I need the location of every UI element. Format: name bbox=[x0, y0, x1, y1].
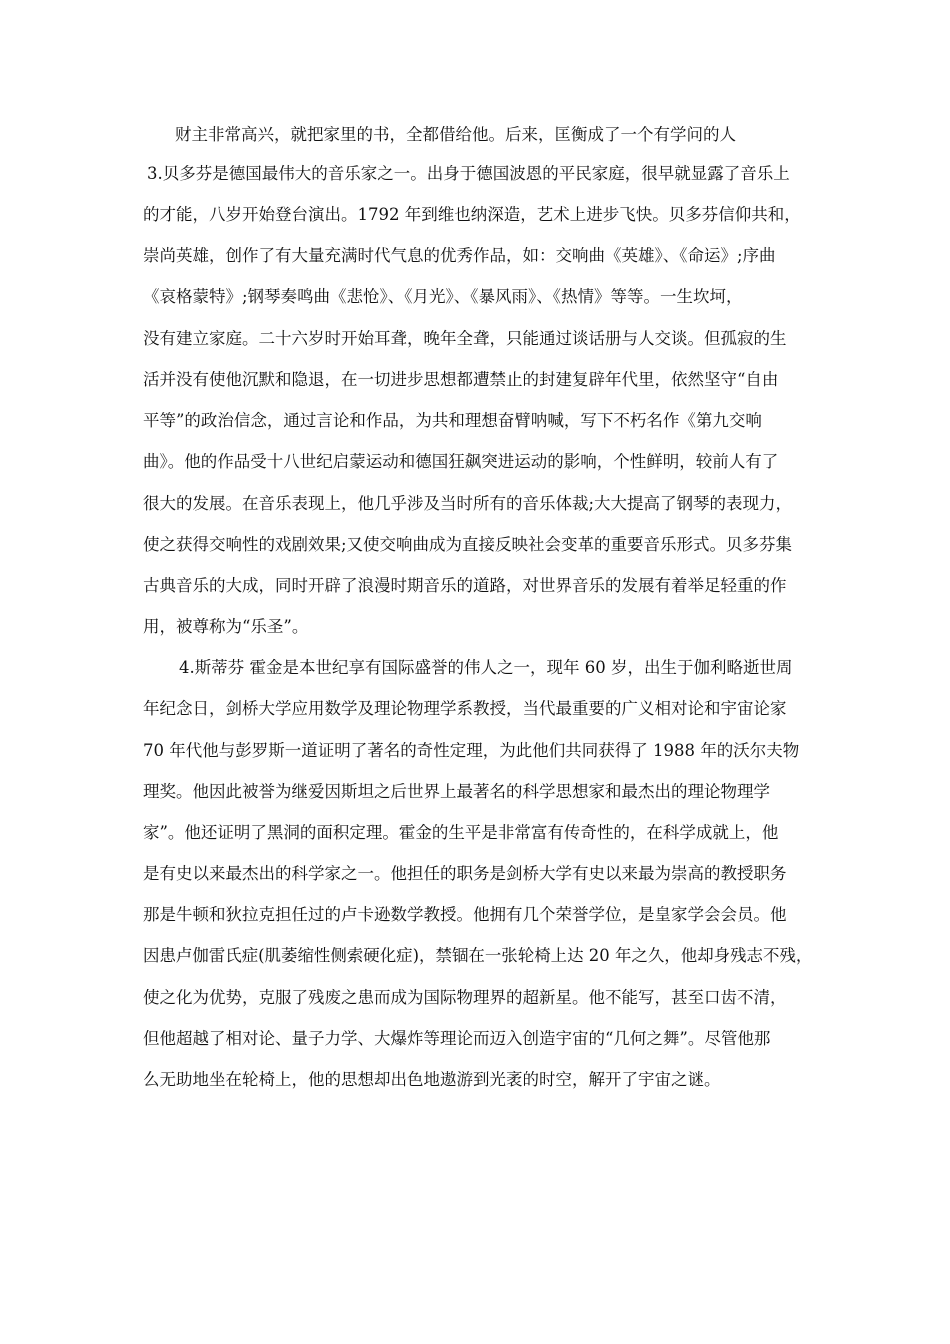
text-line-24: 么无助地坐在轮椅上，他的思想却出色地遨游到光袤的时空，解开了宇宙之谜。 bbox=[143, 1070, 721, 1089]
text-line-10: 很大的发展。在音乐表现上，他几乎涉及当时所有的音乐体裁;大大提高了钢琴的表现力， bbox=[143, 494, 793, 513]
text-line-16: 70 年代他与彭罗斯一道证明了著名的奇性定理，为此他们共同获得了 1988 年的沃尔夫物 bbox=[143, 741, 800, 760]
text-line-11: 使之获得交响性的戏剧效果;又使交响曲成为直接反映社会变革的重要音乐形式。贝多芬集 bbox=[143, 535, 793, 554]
text-line-5: 《哀格蒙特》;钢琴奏鸣曲《悲怆》、《月光》、《暴风雨》、《热情》等等。一生坎坷， bbox=[143, 287, 743, 306]
text-line-17: 理奖。他因此被誉为继爱因斯坦之后世界上最著名的科学思想家和最杰出的理论物理学 bbox=[143, 782, 770, 801]
text-line-15: 年纪念日，剑桥大学应用数学及理论物理学系教授，当代最重要的广义相对论和宇宙论家 bbox=[143, 699, 787, 718]
text-line-22: 使之化为优势，克服了残废之患而成为国际物理界的超新星。他不能写，甚至口齿不清， bbox=[143, 988, 787, 1007]
text-line-8: 平等”的政治信念，通过言论和作品，为共和理想奋臂呐喊，写下不朽名作《第九交响 bbox=[143, 411, 762, 430]
text-line-1: 财主非常高兴，就把家里的书，全都借给他。后来，匡衡成了一个有学问的人 bbox=[175, 125, 736, 144]
text-line-3: 的才能，八岁开始登台演出。1792 年到维也纳深造，艺术上进步飞快。贝多芬信仰共和， bbox=[143, 205, 801, 224]
text-line-4: 崇尚英雄，创作了有大量充满时代气息的优秀作品，如：交响曲《英雄》、《命运》;序曲 bbox=[143, 246, 776, 265]
text-line-12: 古典音乐的大成，同时开辟了浪漫时期音乐的道路，对世界音乐的发展有着举足轻重的作 bbox=[143, 576, 787, 595]
text-line-14: 4.斯蒂芬 霍金是本世纪享有国际盛誉的伟人之一，现年 60 岁，出生于伽利略逝世周 bbox=[179, 658, 793, 677]
text-line-19: 是有史以来最杰出的科学家之一。他担任的职务是剑桥大学有史以来最为崇高的教授职务 bbox=[143, 864, 787, 883]
text-line-13: 用，被尊称为“乐圣”。 bbox=[143, 617, 309, 636]
text-line-18: 家”。他还证明了黑洞的面积定理。霍金的生平是非常富有传奇性的，在科学成就上，他 bbox=[143, 823, 779, 842]
text-line-20: 那是牛顿和狄拉克担任过的卢卡逊数学教授。他拥有几个荣誉学位，是皇家学会会员。他 bbox=[143, 905, 787, 924]
text-line-23: 但他超越了相对论、量子力学、大爆炸等理论而迈入创造宇宙的“几何之舞”。尽管他那 bbox=[143, 1029, 771, 1048]
text-line-9: 曲》。他的作品受十八世纪启蒙运动和德国狂飙突进运动的影响，个性鲜明，较前人有了 bbox=[143, 452, 779, 471]
text-line-6: 没有建立家庭。二十六岁时开始耳聋，晚年全聋，只能通过谈话册与人交谈。但孤寂的生 bbox=[143, 329, 787, 348]
text-line-21: 因患卢伽雷氏症(肌萎缩性侧索硬化症)，禁锢在一张轮椅上达 20 年之久，他却身残志不残， bbox=[143, 946, 813, 965]
text-line-2: 3.贝多芬是德国最伟大的音乐家之一。出身于德国波恩的平民家庭，很早就显露了音乐上 bbox=[147, 164, 790, 183]
text-line-7: 活并没有使他沉默和隐退，在一切进步思想都遭禁止的封建复辟年代里，依然坚守“自由 bbox=[143, 370, 779, 389]
